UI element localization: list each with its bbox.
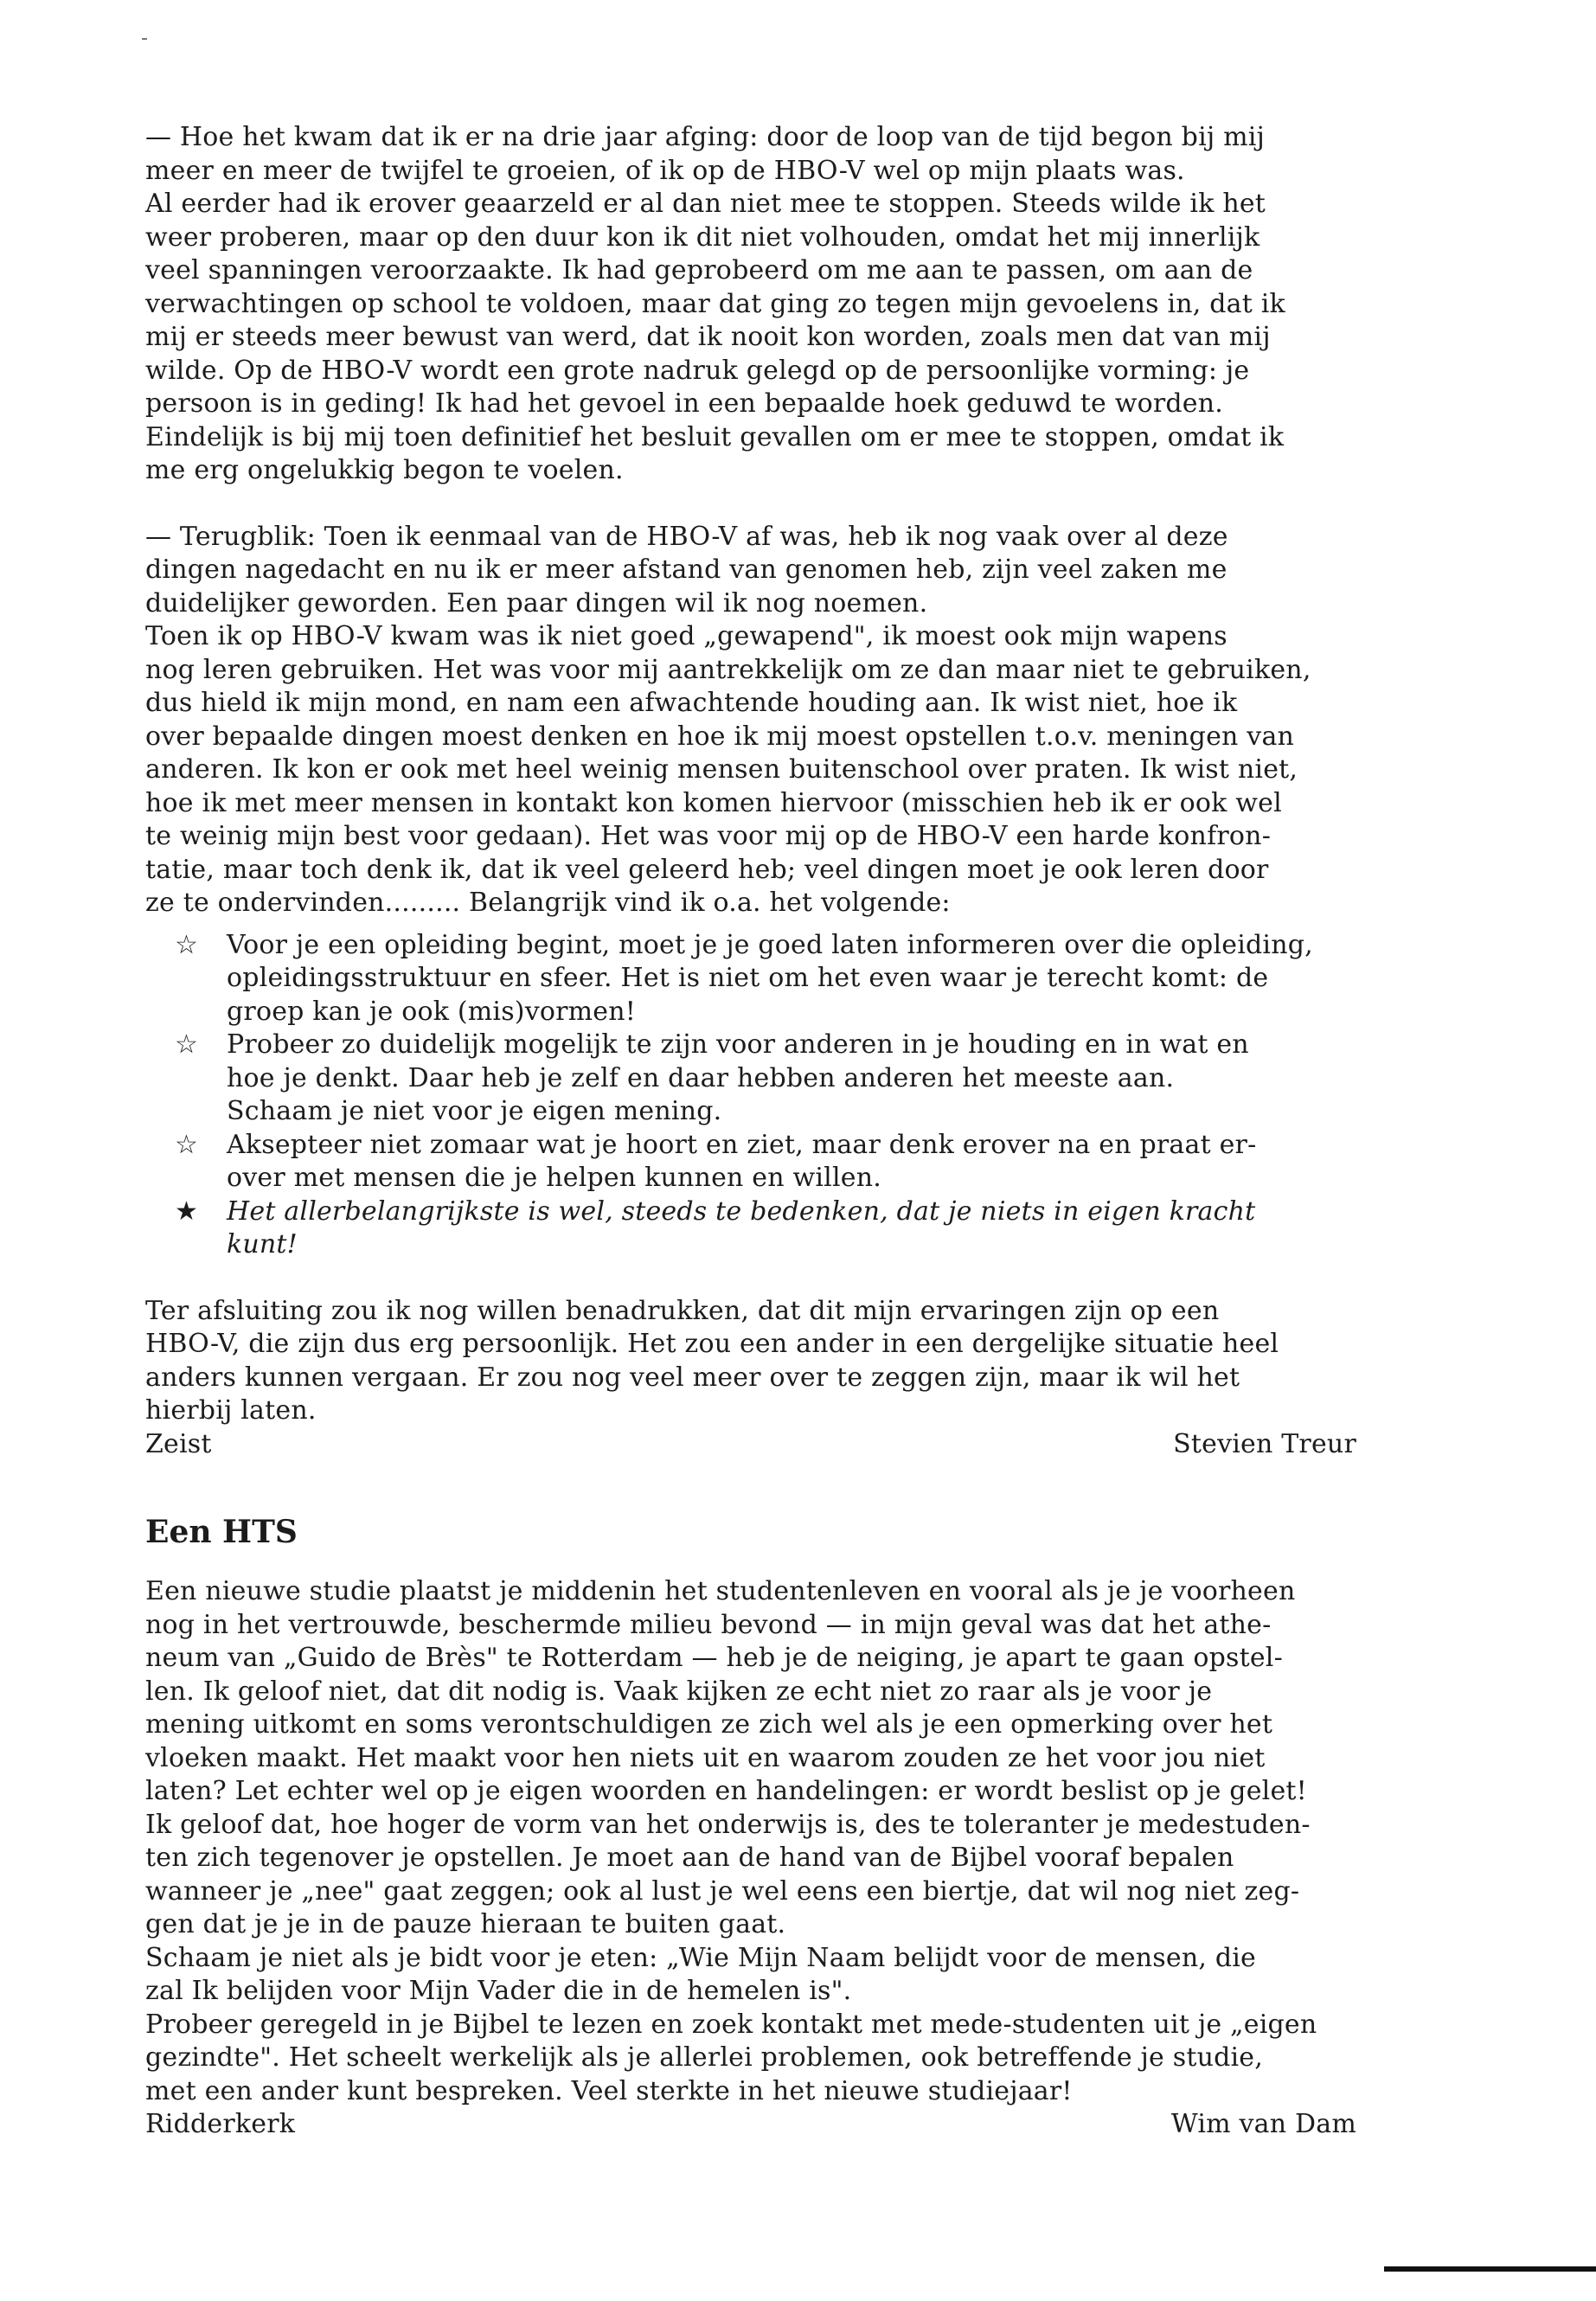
text-line: Ik geloof dat, hoe hoger de vorm van het onderwijs is, des te toleranter je medestuden-	[145, 1809, 1311, 1840]
signature-author: Stevien Treur	[1173, 1428, 1356, 1459]
text-line: gen dat je je in de pauze hieraan te buiten gaat.	[145, 1909, 786, 1939]
list-item	[145, 1029, 1356, 1129]
text-line: veel spanningen veroorzaakte. Ik had geprobeerd om me aan te passen, om aan de	[145, 255, 1253, 285]
list-item	[145, 1195, 1356, 1262]
text-line: wanneer je „nee" gaat zeggen; ook al lust je wel eens een biertje, dat wil nog niet zeg-	[145, 1875, 1300, 1907]
text-line: groep kan je ook (mis)vormen!	[227, 996, 637, 1027]
article-hbo-v	[145, 121, 1356, 1461]
text-line: dingen nagedacht en nu ik er meer afstand van genomen heb, zijn veel zaken me	[145, 554, 1227, 585]
paragraph-closing	[145, 1295, 1356, 1428]
text-line: laten? Let echter wel op je eigen woorden en handelingen: er wordt beslist op je gelet!	[145, 1776, 1307, 1806]
text-line: zal Ik belijden voor Mijn Vader die in de hemelen is".	[145, 1976, 852, 2006]
text-line: Ter afsluiting zou ik nog willen benadrukken, dat dit mijn ervaringen zijn op een	[145, 1295, 1220, 1326]
advice-list	[145, 929, 1356, 1262]
article-hts	[145, 1515, 1356, 2142]
text-line: neum van „Guido de Brès" te Rotterdam — heb je de neiging, je apart te gaan opstel-	[145, 1643, 1283, 1673]
document-page	[145, 121, 1356, 2142]
star-outline-icon: ☆	[175, 1129, 199, 1160]
text-line: duidelijker geworden. Een paar dingen wil ik nog noemen.	[145, 587, 928, 619]
text-line: met een ander kunt bespreken. Veel sterkte in het nieuwe studiejaar!	[145, 2075, 1073, 2106]
text-line: over bepaalde dingen moest denken en hoe ik mij moest opstellen t.o.v. meningen van	[145, 721, 1295, 752]
text-line: len. Ik geloof niet, dat dit nodig is. Vaak kijken ze echt niet zo raar als je voor je	[145, 1676, 1213, 1707]
text-line: wilde. Op de HBO-V wordt een grote nadruk gelegd op de persoonlijke vorming: je	[145, 355, 1250, 386]
text-line: — Terugblik: Toen ik eenmaal van de HBO-V af was, heb ik nog vaak over al deze	[145, 521, 1228, 552]
text-line: verwachtingen op school te voldoen, maar dat ging zo tegen mijn gevoelens in, dat ik	[145, 288, 1285, 319]
text-line: ten zich tegenover je opstellen. Je moet aan de hand van de Bijbel vooraf bepalen	[145, 1843, 1234, 1873]
text-line: meer en meer de twijfel te groeien, of ik op de HBO-V wel op mijn plaats was.	[145, 155, 1185, 186]
text-line: Eindelijk is bij mij toen definitief het besluit gevallen om er mee te stoppen, omdat ik	[145, 421, 1285, 452]
text-line: te weinig mijn best voor gedaan). Het was voor mij op de HBO-V een harde konfron-	[145, 821, 1272, 851]
text-line: HBO-V, die zijn dus erg persoonlijk. Het zou een ander in een dergelijke situatie heel	[145, 1329, 1279, 1359]
signature-place: Ridderkerk	[145, 2109, 296, 2139]
text-line: Aksepteer niet zomaar wat je hoort en ziet, maar denk erover na en praat er-	[227, 1129, 1257, 1160]
text-line: Schaam je niet voor je eigen mening.	[227, 1096, 722, 1126]
text-line: tatie, maar toch denk ik, dat ik veel geleerd heb; veel dingen moet je ook leren door	[145, 854, 1269, 885]
text-line: gezindte". Het scheelt werkelijk als je allerlei problemen, ook betreffende je studie,	[145, 2042, 1263, 2073]
text-line: over met mensen die je helpen kunnen en willen.	[227, 1163, 881, 1193]
text-line: Probeer zo duidelijk mogelijk te zijn voor anderen in je houding en in wat en	[227, 1029, 1249, 1060]
paragraph-terugblik	[145, 521, 1356, 920]
signature-place: Zeist	[145, 1428, 212, 1459]
star-filled-icon: ★	[175, 1195, 199, 1227]
section-heading: Een HTS	[145, 1514, 298, 1550]
text-line: ze te ondervinden......... Belangrijk vind ik o.a. het volgende:	[145, 888, 951, 918]
signature-author: Wim van Dam	[1170, 2109, 1356, 2139]
text-line: nog in het vertrouwde, beschermde milieu bevond — in mijn geval was dat het athe-	[145, 1609, 1272, 1640]
list-item	[145, 929, 1356, 1029]
text-line: Toen ik op HBO-V kwam was ik niet goed „gewapend", ik moest ook mijn wapens	[145, 621, 1227, 651]
text-line: anderen. Ik kon er ook met heel weinig mensen buitenschool over praten. Ik wist niet,	[145, 754, 1298, 785]
text-line: vloeken maakt. Het maakt voor hen niets uit en waarom zouden ze het voor jou niet	[145, 1742, 1266, 1773]
scan-mark	[142, 38, 147, 40]
star-outline-icon: ☆	[175, 1029, 199, 1060]
signature-row	[145, 1428, 1356, 1462]
list-item	[145, 1129, 1356, 1195]
page-edge-rule	[1384, 2266, 1596, 2272]
text-line: Schaam je niet als je bidt voor je eten: „Wie Mijn Naam belijdt voor de mensen, die	[145, 1942, 1256, 1973]
text-line: Het allerbelangrijkste is wel, steeds te bedenken, dat je niets in eigen kracht	[227, 1195, 1256, 1227]
text-line: Een nieuwe studie plaatst je middenin het studentenleven en vooral als je je voorheen	[145, 1576, 1296, 1606]
text-line: mening uitkomt en soms verontschuldigen ze zich wel als je een opmerking over het	[145, 1709, 1273, 1740]
star-outline-icon: ☆	[175, 929, 199, 960]
text-line: opleidingsstruktuur en sfeer. Het is niet om het even waar je terecht komt: de	[227, 963, 1269, 993]
text-line: hoe ik met meer mensen in kontakt kon komen hiervoor (misschien heb ik er ook wel	[145, 787, 1282, 818]
text-line: me erg ongelukkig begon te voelen.	[145, 455, 624, 485]
text-line: anders kunnen vergaan. Er zou nog veel meer over te zeggen zijn, maar ik wil het	[145, 1362, 1240, 1393]
text-line: Voor je een opleiding begint, moet je je goed laten informeren over die opleiding,	[227, 929, 1313, 960]
text-line: — Hoe het kwam dat ik er na drie jaar afging: door de loop van de tijd begon bij mij	[145, 122, 1266, 152]
text-line: dus hield ik mijn mond, en nam een afwachtende houding aan. Ik wist niet, hoe ik	[145, 688, 1238, 718]
text-line: weer proberen, maar op den duur kon ik dit niet volhouden, omdat het mij innerlijk	[145, 221, 1260, 253]
text-line: Probeer geregeld in je Bijbel te lezen en zoek kontakt met mede-studenten uit je „eigen	[145, 2009, 1317, 2040]
text-line: persoon is in geding! Ik had het gevoel in een bepaalde hoek geduwd te worden.	[145, 388, 1223, 419]
paragraph-hts	[145, 1575, 1356, 2108]
text-line: Al eerder had ik erover geaarzeld er al dan niet mee te stoppen. Steeds wilde ik het	[145, 189, 1266, 219]
text-line: nog leren gebruiken. Het was voor mij aantrekkelijk om ze dan maar niet te gebruiken,	[145, 654, 1311, 685]
text-line: hoe je denkt. Daar heb je zelf en daar hebben anderen het meeste aan.	[227, 1062, 1175, 1093]
paragraph-why-quit	[145, 121, 1356, 488]
text-line: hierbij laten.	[145, 1395, 317, 1426]
text-line: kunt!	[227, 1229, 298, 1259]
text-line: mij er steeds meer bewust van werd, dat ik nooit kon worden, zoals men dat van mij	[145, 322, 1271, 352]
signature-row	[145, 2108, 1356, 2142]
